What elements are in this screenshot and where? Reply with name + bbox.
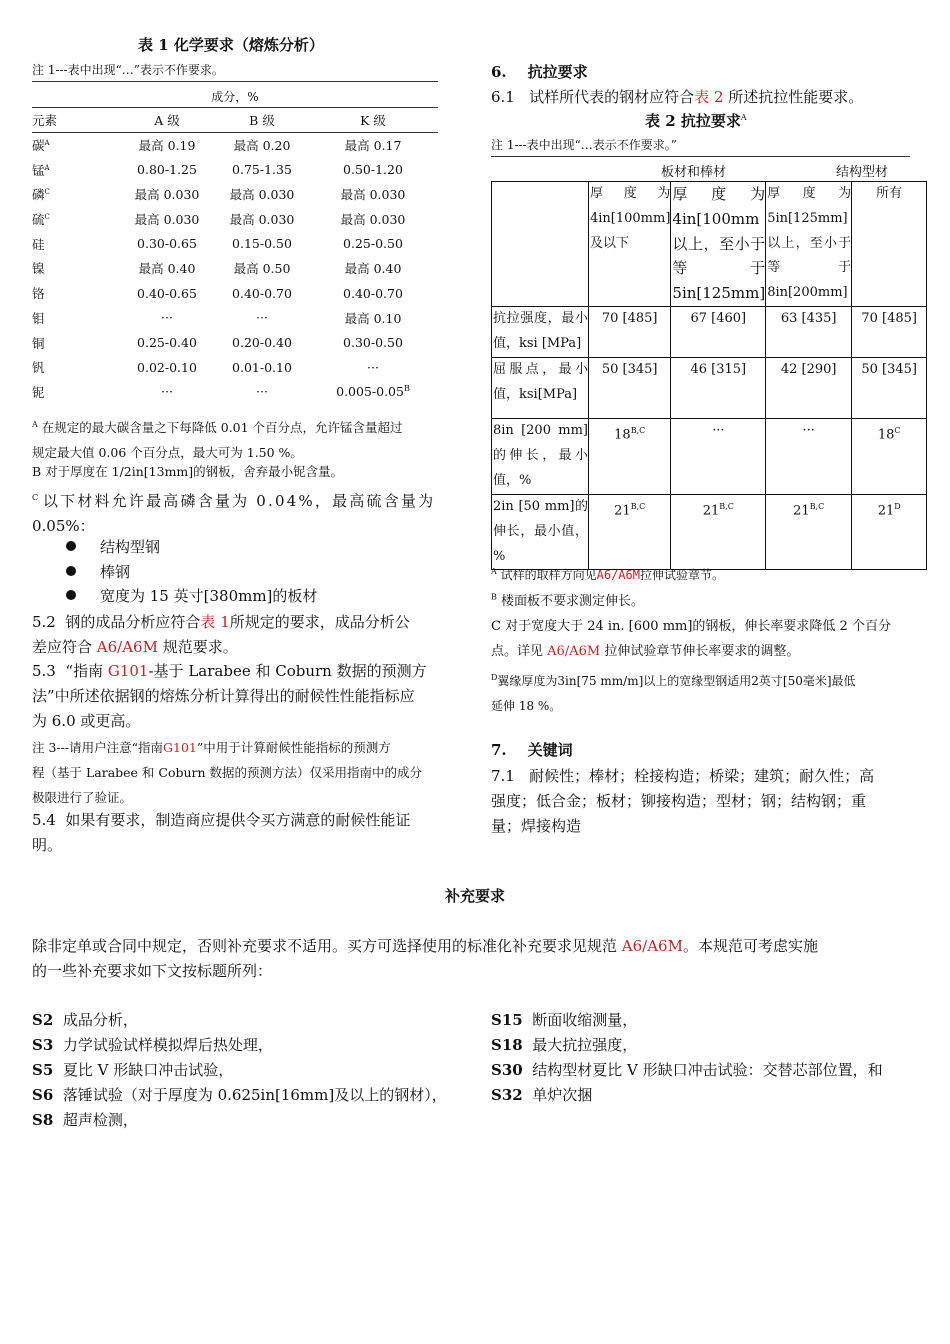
bullet-item: 宽度为 15 英寸[380mm]的板材 [66,585,317,606]
table2-value: $21^D$ [852,495,927,570]
table2-footnote-a: $^A$ 试样的取样方向见A6/A6M拉伸试验章节。 [491,567,724,582]
table1-element: 铬 [32,286,45,302]
g101-link[interactable]: G101 [163,740,197,755]
table1-row [32,182,438,207]
supplementary-item: S30 结构型材夏比 V 形缺口冲击试验：交替芯部位置，和 [491,1061,883,1079]
table2-note: 注 1---表中出现“…表示不作要求。” [491,138,677,152]
table1-value-k: 最高 0.10 [344,310,402,326]
table1-value-k: 0.25-0.50 [343,236,403,252]
table1-element: 铜 [32,335,45,351]
table1-footnote-a: $^A$ 在规定的最大碳含量之下每降低 0.01 个百分点，允许锰含量超过 规定最大值 0.06 个百分点，最大可为 1.50 %。 [32,420,403,461]
table1-element: 钼 [32,310,45,326]
table1-col-k: K 级 [360,113,386,129]
table2-value: 63 [435] [766,307,852,358]
table1-value-b: ··· [256,384,268,400]
section-7-1: 7.1 耐候性；棒材；栓接构造；桥梁；建筑；耐久性；高 强度；低合金；板材；铆接构造；型材；钢；结构钢；重 量；焊接构造 [491,767,875,835]
table1 [32,108,438,404]
table1-value-k: 0.30-0.50 [343,335,403,351]
table2-value: 42 [290] [766,358,852,419]
table1-col-a: A 级 [154,113,180,129]
a6-spec-link[interactable]: A6/A6M [596,568,640,582]
supplementary-item: S8 超声检测， [32,1111,138,1129]
table2 [491,181,927,570]
table2-row-label: 8in [200 mm]的伸长，最小值，% [492,419,589,495]
table1-group-header: 成分，% [211,90,259,104]
table1-value-a: ··· [161,310,173,326]
table1-value-a: 最高 0.40 [138,261,196,277]
table1-title: 表 1 化学要求（熔炼分析） [138,36,324,54]
table1-value-b: 最高 0.030 [229,187,295,203]
table1-value-k: 0.40-0.70 [343,285,403,301]
table2-value: $21^{B,C}$ [671,495,766,570]
table1-value-a: 最高 0.19 [138,138,196,154]
supplementary-item: S32 单炉次捆 [491,1086,593,1104]
table1-value-a: 0.02-0.10 [137,359,197,375]
table2-value: 70 [485] [589,307,671,358]
table1-value-a: 0.25-0.40 [137,335,197,351]
table1-value-a: 0.40-0.65 [137,285,197,301]
table1-note: 注 1---表中出现“…”表示不作要求。 [32,63,224,77]
table2-footnote-d: $^D$翼缘厚度为3in[75 mm/m]以上的宽缘型钢适用2英寸[50毫米]最低 延伸 18 %。 [491,673,856,713]
supplementary-list-left [32,1008,447,1133]
table1-col-element: 元素 [32,113,58,129]
table2-value: 46 [315] [671,358,766,419]
supplementary-title: 补充要求 [444,887,505,905]
table2-value: 70 [485] [852,307,927,358]
table2-value: ··· [671,419,766,495]
table2-col-header: 所有 [852,182,927,307]
table2-link[interactable]: 表 2 [694,88,724,106]
table1-col-b: B 级 [249,113,275,129]
table1-value-a: 最高 0.030 [134,212,200,228]
table1-value-b: 0.15-0.50 [232,236,292,252]
a6-spec-link[interactable]: A6/A6M [621,937,683,955]
table1-row [32,281,438,306]
table2-value: 50 [345] [589,358,671,419]
table1-row [32,207,438,232]
supplementary-item: S2 成品分析， [32,1011,138,1029]
table1-value-b: 0.01-0.10 [232,359,292,375]
table1-value-a: 0.30-0.65 [137,236,197,252]
table1-value-b: ··· [256,310,268,326]
table2-row [492,358,927,419]
table1-row [32,256,438,281]
table1-row [32,330,438,355]
table1-value-k: 最高 0.40 [344,261,402,277]
table2-value: $21^{B,C}$ [766,495,852,570]
table1-row [32,306,438,331]
table1-value-b: 最高 0.030 [229,212,295,228]
table1-footnote-b: B 对于厚度在 1/2in[13mm]的钢板，舍弃最小铌含量。 [32,464,344,479]
table2-corner [492,182,589,307]
table1-element: 硫$^C$ [32,212,50,228]
table2-col-header: 厚度为4in[100mm]及以下 [589,182,671,307]
table2-row [492,495,927,570]
supplementary-item: S5 夏比 V 形缺口冲击试验， [32,1061,234,1079]
table2-value: $21^{B,C}$ [589,495,671,570]
table2-title: 表 2 抗拉要求$^A$ [645,112,747,130]
table1-value-b: 最高 0.50 [233,261,291,277]
table1-element: 镍 [32,261,45,277]
table1-row [32,133,438,158]
section-6-1: 6.1 试样所代表的钢材应符合表 2 所述抗拉性能要求。 [491,88,864,106]
table2-row [492,307,927,358]
table2-row [492,419,927,495]
table1-footnote-c: $^C$ 以下材料允许最高磷含量为 0.04%，最高硫含量为 0.05%： [32,492,436,535]
supplementary-intro: 除非定单或合同中规定，否则补充要求不适用。买方可选择使用的标准化补充要求见规范 A6/A6M。本规范可考虑实施 的一些补充要求如下文按标题所列： [32,937,818,980]
supplementary-item: S15 断面收缩测量， [491,1011,638,1029]
table1-value-k: 0.50-1.20 [343,162,403,178]
table1-element: 碳$^A$ [32,138,50,154]
table2-header-row [492,182,927,307]
table1-row [32,157,438,182]
table1-value-a: 0.80-1.25 [137,162,197,178]
table1-row [32,231,438,256]
table1-value-k: 最高 0.17 [344,138,402,154]
table1-value-b: 0.75-1.35 [232,162,292,178]
table1-value-k: $0.005-0.05^B$ [336,384,410,400]
note-3: 注 3---请用户注意“指南G101”中用于计算耐候性能指标的预测方 程（基于 Larabee 和 Coburn 数据的预测方法）仅采用指南中的成分 极限进行了验证。 [32,740,423,805]
supplementary-item: S18 最大抗拉强度， [491,1036,638,1054]
table2-value: $18^C$ [852,419,927,495]
table1-value-b: 0.40-0.70 [232,285,292,301]
section-5-3: 5.3 “指南 G101-基于 Larabee 和 Coburn 数据的预测方 法”中所述依据钢的熔炼分析计算得出的耐候性性能指标应 为 6.0 或更高。 [32,662,427,730]
table2-value: 50 [345] [852,358,927,419]
bullet-icon [66,590,76,600]
table1-header-row [32,108,438,133]
section-5-4: 5.4 如果有要求，制造商应提供令买方满意的耐候性能证 明。 [32,811,411,854]
table1-value-k: 最高 0.030 [340,212,406,228]
bullet-icon [66,541,76,551]
table2-group-shapes: 结构型材 [836,165,889,180]
table1-value-b: 0.20-0.40 [232,335,292,351]
section-5-2: 5.2 钢的成品分析应符合表 1所规定的要求，成品分析公 差应符合 A6/A6M 规范要求。 [32,613,410,656]
table2-value: ··· [766,419,852,495]
table2-row-label: 抗拉强度，最小值，ksi [MPa] [492,307,589,358]
table1-element: 锰$^A$ [32,162,50,178]
a6-spec-link[interactable]: A6/A6M [96,638,158,656]
table1-value-k: 最高 0.030 [340,187,406,203]
table2-value: $18^{B,C}$ [589,419,671,495]
table1-element: 铌 [32,384,45,400]
table2-col-header: 厚度为4in[100mm以上，至小于等于5in[125mm] [671,182,766,307]
table2-value: 67 [460] [671,307,766,358]
table1-row [32,380,438,405]
bullet-item: 棒钢 [66,561,130,582]
table2-row-label: 屈服点，最小值，ksi[MPa] [492,358,589,419]
table1-element: 磷$^C$ [32,187,50,203]
bullet-icon [66,566,76,576]
supplementary-list-right [491,1008,883,1108]
table1-value-b: 最高 0.20 [233,138,291,154]
table1-link[interactable]: 表 1 [200,613,230,631]
table2-footnote-c: C 对于宽度大于 24 in. [600 mm]的钢板，伸长率要求降低 2 个百分 点。详见 A6/A6M 拉伸试验章节伸长率要求的调整。 [491,619,891,659]
table1-value-a: 最高 0.030 [134,187,200,203]
supplementary-item: S6 落锤试验（对于厚度为 0.625in[16mm]及以上的钢材）， [32,1086,447,1104]
supplementary-item: S3 力学试验试样模拟焊后热处理， [32,1036,273,1054]
table2-group-plates: 板材和棒材 [661,165,727,180]
table1-element: 硅 [32,236,45,252]
table1-value-k: ··· [367,359,379,375]
table1-element: 钒 [32,360,45,376]
a6-spec-link[interactable]: A6/A6M [547,644,601,659]
table2-col-header: 厚度为5in[125mm]以上，至小于等于8in[200mm] [766,182,852,307]
section-6-heading: 6. 抗拉要求 [491,63,588,81]
section-7-heading: 7. 关键词 [491,741,573,759]
table2-row-label: 2in [50 mm]的伸长，最小值，% [492,495,589,570]
table1-value-a: ··· [161,384,173,400]
table1-row [32,355,438,380]
g101-link[interactable]: G101 [107,662,149,680]
table2-footnote-b: $^B$ 楼面板不要求测定伸长。 [491,592,645,609]
bullet-item: 结构型钢 [66,536,160,557]
